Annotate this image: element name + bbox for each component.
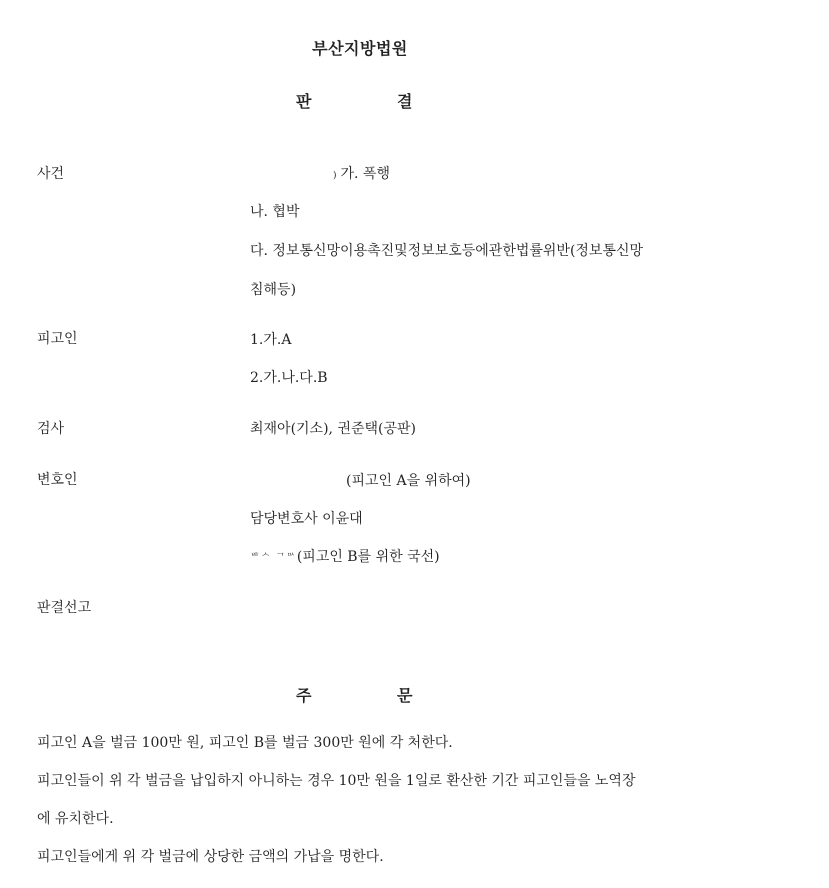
- verdict-date-label: 판결선고: [37, 600, 92, 616]
- court-title: 부산지방법원: [312, 39, 408, 58]
- case-charge-c-line2: 침해등): [250, 282, 297, 298]
- case-charge-a: [333, 163, 390, 183]
- counsel-label: 변호인: [37, 472, 78, 488]
- order-line: 피고인 A을 벌금 100만 원, 피고인 B를 벌금 300만 원에 각 처한다.: [37, 735, 453, 751]
- counsel-line1: (피고인 A을 위하여): [346, 473, 471, 489]
- case-charge-a-text: 가. 폭행: [340, 166, 390, 182]
- judgment-heading-right: 결: [397, 92, 413, 111]
- order-heading-left: 주: [296, 686, 312, 705]
- case-label: 사건: [37, 166, 65, 182]
- order-line: 에 유치한다.: [37, 811, 114, 827]
- defendants-label: 피고인: [37, 331, 78, 347]
- order-line: 피고인들이 위 각 벌금을 납입하지 아니하는 경우 10만 원을 1일로 환산한 기간 피고인들을 노역장: [37, 773, 636, 789]
- defendant-item: 1.가.A: [250, 332, 292, 348]
- case-charge-b: 나. 협박: [250, 204, 300, 220]
- judgment-heading-left: 판: [296, 92, 312, 111]
- counsel-line3: [250, 546, 440, 566]
- counsel-line3-clipped: ᄇᄒᄉ ᄀᄆᄉ: [250, 553, 297, 564]
- counsel-line3-text: (피고인 B를 위한 국선): [296, 549, 440, 565]
- order-heading-right: 문: [397, 686, 413, 705]
- counsel-line2: 담당변호사 이윤대: [250, 511, 363, 527]
- case-charge-a-prefix: ): [333, 171, 337, 181]
- case-charge-c-line1: 다. 정보통신망이용촉진및정보보호등에관한법률위반(정보통신망: [250, 243, 644, 259]
- prosecutor-label: 검사: [37, 421, 65, 437]
- defendant-item: 2.가.나.다.B: [250, 370, 328, 386]
- prosecutor-value: 최재아(기소), 권준택(공판): [250, 421, 416, 437]
- order-line: 피고인들에게 위 각 벌금에 상당한 금액의 가납을 명한다.: [37, 849, 384, 865]
